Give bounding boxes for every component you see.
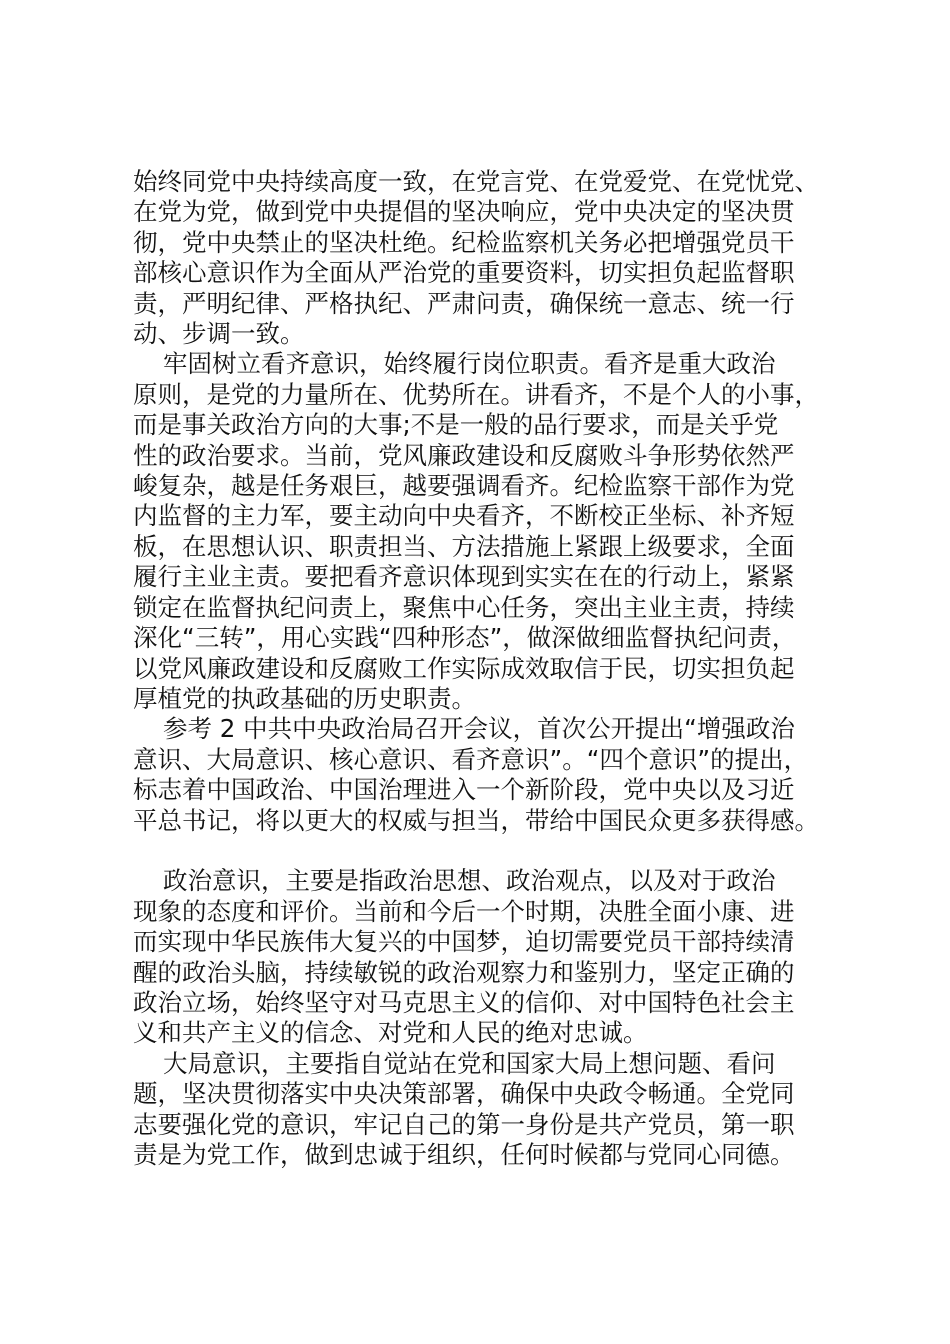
text-line: 锁定在监督执纪问责上，聚焦中心任务，突出主业主责，持续 <box>133 592 795 622</box>
document-body <box>133 167 833 1170</box>
text-line: 题，坚决贯彻落实中央决策部署，确保中央政令畅通。全党同 <box>133 1079 795 1109</box>
text-line: 原则，是党的力量所在、优势所在。讲看齐，不是个人的小事， <box>133 379 819 409</box>
text-line: 义和共产主义的信念、对党和人民的绝对忠诚。 <box>133 1018 648 1048</box>
text-line: 而是事关政治方向的大事;不是一般的品行要求，而是关乎党 <box>133 410 779 440</box>
text-line-content: 牢固树立看齐意识，始终履行岗位职责。看齐是重大政治 <box>163 349 776 379</box>
text-line: 部核心意识作为全面从严治党的重要资料，切实担负起监督职 <box>133 258 795 288</box>
text-line: 彻，党中央禁止的坚决杜绝。纪检监察机关务必把增强党员干 <box>133 227 795 257</box>
text-line: 而实现中华民族伟大复兴的中国梦，迫切需要党员干部持续清 <box>133 927 795 957</box>
paragraph-4 <box>133 866 833 1048</box>
text-line: 内监督的主力军，要主动向中央看齐，不断校正坐标、补齐短 <box>133 501 795 531</box>
blank-line <box>133 836 833 866</box>
text-line: 动、步调一致。 <box>133 319 305 349</box>
text-line: 厚植党的执政基础的历史职责。 <box>133 683 476 713</box>
text-line: 履行主业主责。要把看齐意识体现到实实在在的行动上，紧紧 <box>133 562 795 592</box>
text-line-first <box>133 714 833 744</box>
text-line: 意识、大局意识、核心意识、看齐意识”。“四个意识”的提出， <box>133 744 809 774</box>
paragraph-1 <box>133 167 833 349</box>
text-line: 平总书记，将以更大的权威与担当，带给中国民众更多获得感。 <box>133 805 819 835</box>
text-line: 标志着中国政治、中国治理进入一个新阶段，党中央以及习近 <box>133 775 795 805</box>
text-line: 深化“三转”，用心实践“四种形态”，做深做细监督执纪问责， <box>133 623 797 653</box>
text-line: 始终同党中央持续高度一致，在党言党、在党爱党、在党忧党、 <box>133 167 819 196</box>
text-line-content: 参考 2 中共中央政治局召开会议，首次公开提出“增强政治 <box>163 714 795 744</box>
text-line-content: 政治意识，主要是指政治思想、政治观点，以及对于政治 <box>163 866 776 896</box>
paragraph-5 <box>133 1049 833 1171</box>
text-line: 性的政治要求。当前，党风廉政建设和反腐败斗争形势依然严 <box>133 440 795 470</box>
text-line: 峻复杂，越是任务艰巨，越要强调看齐。纪检监察干部作为党 <box>133 471 795 501</box>
text-line: 志要强化党的意识，牢记自己的第一身份是共产党员，第一职 <box>133 1109 795 1139</box>
text-line: 现象的态度和评价。当前和今后一个时期，决胜全面小康、进 <box>133 896 795 926</box>
text-line-first <box>133 866 833 896</box>
text-line: 醒的政治头脑，持续敏锐的政治观察力和鉴别力，坚定正确的 <box>133 957 795 987</box>
text-line: 政治立场，始终坚守对马克思主义的信仰、对中国特色社会主 <box>133 987 795 1017</box>
text-line: 板，在思想认识、职责担当、方法措施上紧跟上级要求，全面 <box>133 531 795 561</box>
text-line-content: 大局意识，主要指自觉站在党和国家大局上想问题、看问 <box>163 1048 776 1078</box>
text-line: 责是为党工作，做到忠诚于组织，任何时候都与党同心同德。 <box>133 1139 795 1169</box>
text-line: 以党风廉政建设和反腐败工作实际成效取信于民，切实担负起 <box>133 653 795 683</box>
text-line-first <box>133 1049 833 1079</box>
paragraph-3 <box>133 714 833 836</box>
paragraph-2 <box>133 349 833 714</box>
text-line: 在党为党，做到党中央提倡的坚决响应，党中央决定的坚决贯 <box>133 197 795 227</box>
text-line-first <box>133 349 833 379</box>
text-line: 责，严明纪律、严格执纪、严肃问责，确保统一意志、统一行 <box>133 288 795 318</box>
